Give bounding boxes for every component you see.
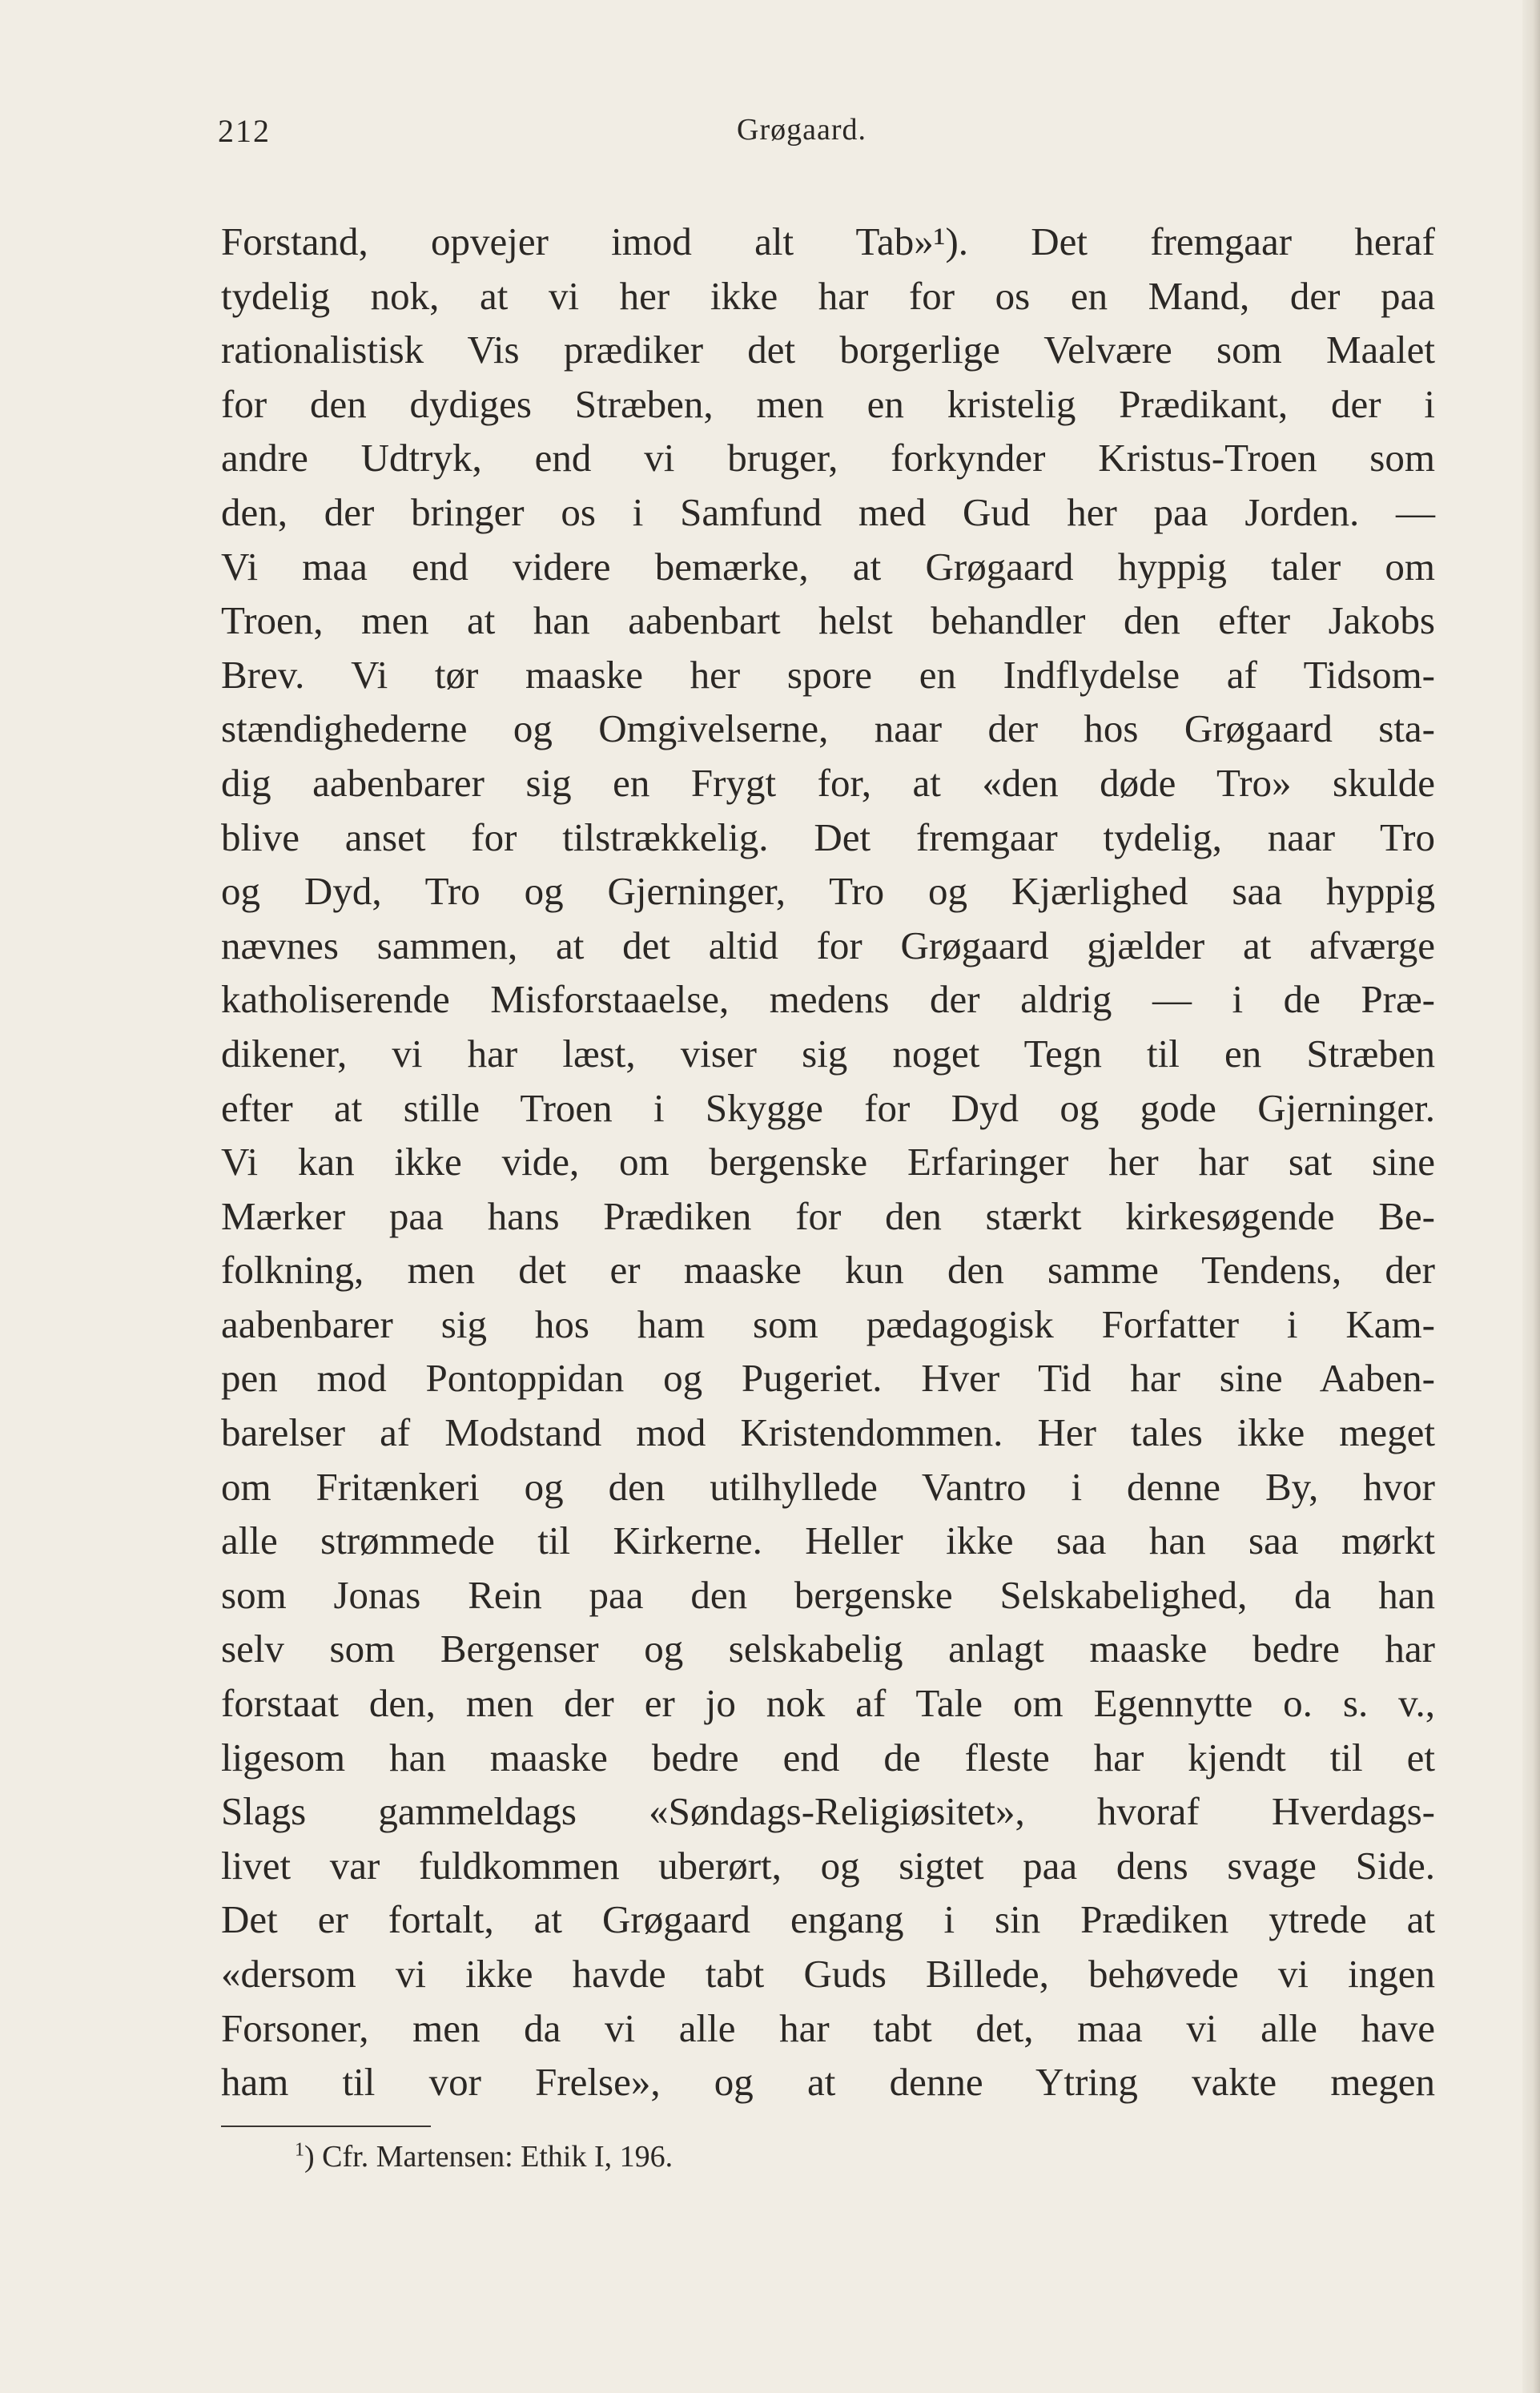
text-line: rationalistisk Vis prædiker det borgerlige Velvære som Maalet	[221, 328, 1435, 372]
page-header	[218, 112, 1435, 168]
text-line: alle strømmede til Kirkerne. Heller ikke saa han saa mørkt	[221, 1518, 1435, 1563]
page-number: 212	[218, 113, 271, 149]
text-line: livet var fuldkommen uberørt, og sigtet paa dens svage Side.	[221, 1843, 1435, 1888]
page-edge	[1522, 0, 1540, 2393]
footnote-marker: 1	[295, 2139, 304, 2161]
text-line: aabenbarer sig hos ham som pædagogisk Forfatter i Kam-	[221, 1301, 1435, 1346]
text-line: og Dyd, Tro og Gjerninger, Tro og Kjærlighed saa hyppig	[221, 869, 1435, 914]
text-line: pen mod Pontoppidan og Pugeriet. Hver Tid har sine Aaben-	[221, 1356, 1435, 1401]
text-line: for den dydiges Stræben, men en kristelig Prædikant, der i	[221, 381, 1435, 426]
text-line: Forstand, opvejer imod alt Tab»¹). Det fremgaar heraf	[221, 219, 1435, 263]
text-line: den, der bringer os i Samfund med Gud her paa Jorden. —	[221, 489, 1435, 534]
body-text	[221, 215, 1435, 2109]
text-line: katholiserende Misforstaaelse, medens der aldrig — i de Præ-	[221, 977, 1435, 1022]
text-line: Brev. Vi tør maaske her spore en Indflydelse af Tidsom-	[221, 652, 1435, 697]
running-head: Grøgaard.	[737, 113, 867, 147]
text-line: nævnes sammen, at det altid for Grøgaard gjælder at afværge	[221, 923, 1435, 967]
text-line: barelser af Modstand mod Kristendommen. Her tales ikke meget	[221, 1410, 1435, 1455]
text-line: dig aabenbarer sig en Frygt for, at «den døde Tro» skulde	[221, 760, 1435, 805]
text-line: Mærker paa hans Prædiken for den stærkt kirkesøgende Be-	[221, 1193, 1435, 1238]
text-line: Forsoner, men da vi alle har tabt det, maa vi alle have	[221, 2005, 1435, 2050]
text-line: selv som Bergenser og selskabelig anlagt maaske bedre har	[221, 1627, 1435, 1671]
footnote	[295, 2137, 673, 2177]
text-line: blive anset for tilstrækkelig. Det fremgaar tydelig, naar Tro	[221, 814, 1435, 859]
text-line: dikener, vi har læst, viser sig noget Tegn til en Stræben	[221, 1031, 1435, 1076]
text-line: tydelig nok, at vi her ikke har for os en Mand, der paa	[221, 273, 1435, 318]
text-line: Troen, men at han aabenbart helst behandler den efter Jakobs	[221, 598, 1435, 643]
text-line: efter at stille Troen i Skygge for Dyd og gode Gjerninger.	[221, 1085, 1435, 1130]
text-line: stændighederne og Omgivelserne, naar der hos Grøgaard sta-	[221, 706, 1435, 751]
footnote-rule	[221, 2126, 431, 2127]
text-line: som Jonas Rein paa den bergenske Selskabelighed, da han	[221, 1572, 1435, 1617]
text-line: ligesom han maaske bedre end de fleste har kjendt til et	[221, 1735, 1435, 1780]
text-line: forstaat den, men der er jo nok af Tale om Egennytte o. s. v.,	[221, 1681, 1435, 1726]
text-line: «dersom vi ikke havde tabt Guds Billede, behøvede vi ingen	[221, 1952, 1435, 1996]
text-line: Vi kan ikke vide, om bergenske Erfaringer her har sat sine	[221, 1140, 1435, 1184]
text-line: folkning, men det er maaske kun den samme Tendens, der	[221, 1248, 1435, 1293]
text-line: andre Udtryk, end vi bruger, forkynder Kristus-Troen som	[221, 436, 1435, 481]
text-line: om Fritænkeri og den utilhyllede Vantro i denne By, hvor	[221, 1464, 1435, 1509]
text-line: Det er fortalt, at Grøgaard engang i sin Prædiken ytrede at	[221, 1897, 1435, 1942]
text-line: Slags gammeldags «Søndags-Religiøsitet», hvoraf Hverdags-	[221, 1789, 1435, 1834]
text-line: Vi maa end videre bemærke, at Grøgaard hyppig taler om	[221, 544, 1435, 589]
text-line: ham til vor Frelse», og at denne Ytring vakte megen	[221, 2060, 1435, 2105]
footnote-text: ) Cfr. Martensen: Ethik I, 196.	[304, 2140, 673, 2174]
